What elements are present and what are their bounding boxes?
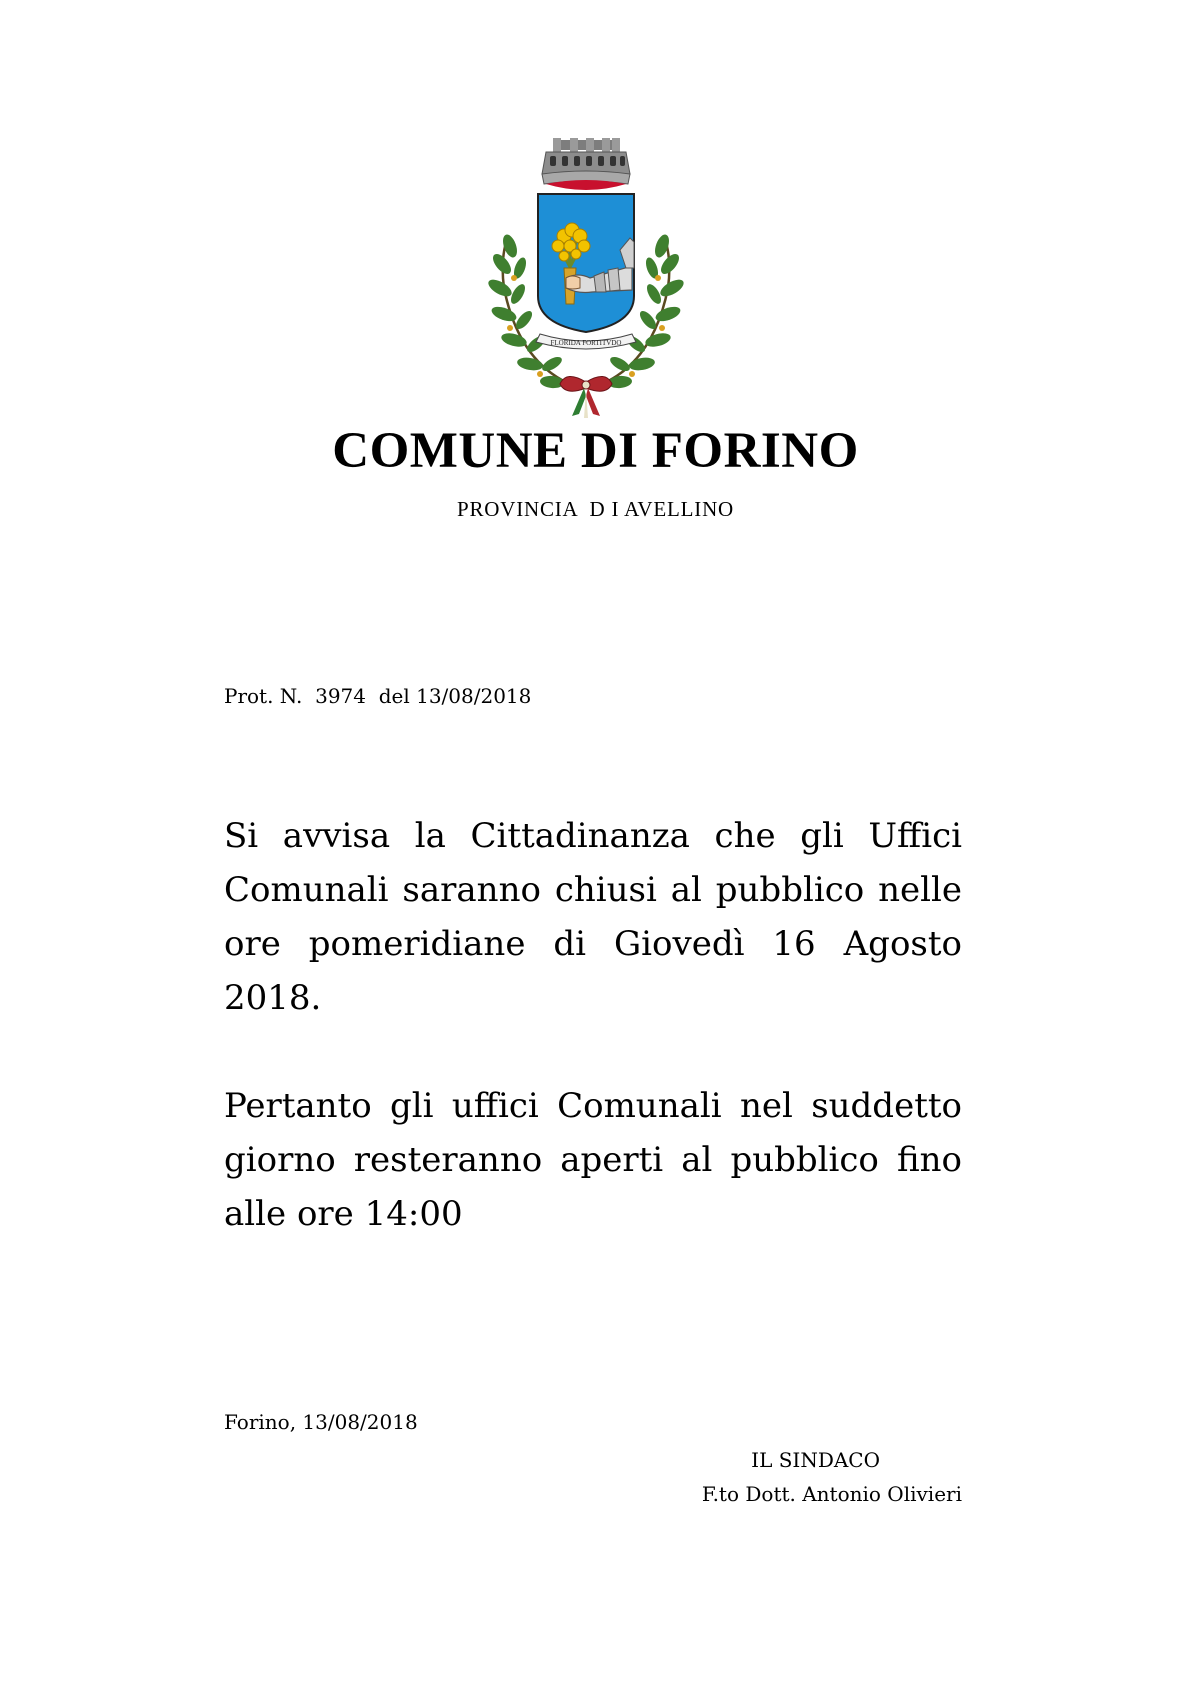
signatory-role: IL SINDACO xyxy=(751,1448,880,1472)
page-title: COMUNE DI FORINO xyxy=(332,423,859,479)
notice-paragraph-1: Si avvisa la Cittadinanza che gli Uffici Comunali saranno chiusi al pubblico nelle ore pomeridiane di Giovedì 16 Agosto 2018. xyxy=(224,816,962,1018)
crown-icon xyxy=(542,138,630,190)
signature-block xyxy=(702,1443,962,1511)
province-subtitle: PROVINCIA D I AVELLINO xyxy=(456,497,734,521)
signatory-name: F.to Dott. Antonio Olivieri xyxy=(701,1482,962,1506)
place-and-date: Forino, 13/08/2018 xyxy=(224,1410,418,1434)
protocol-number: Prot. N. 3974 del 13/08/2018 xyxy=(224,684,532,708)
shield-icon xyxy=(538,194,634,332)
motto-scroll-icon xyxy=(536,334,636,349)
motto-text: FLORIDA FORTITVDO xyxy=(550,339,622,347)
coat-of-arms-icon xyxy=(480,138,692,420)
notice-paragraph-2: Pertanto gli uffici Comunali nel suddetto giorno resteranno aperti al pubblico fino alle ore 14:00 xyxy=(224,1086,962,1234)
ribbon-bow-icon xyxy=(560,376,612,418)
